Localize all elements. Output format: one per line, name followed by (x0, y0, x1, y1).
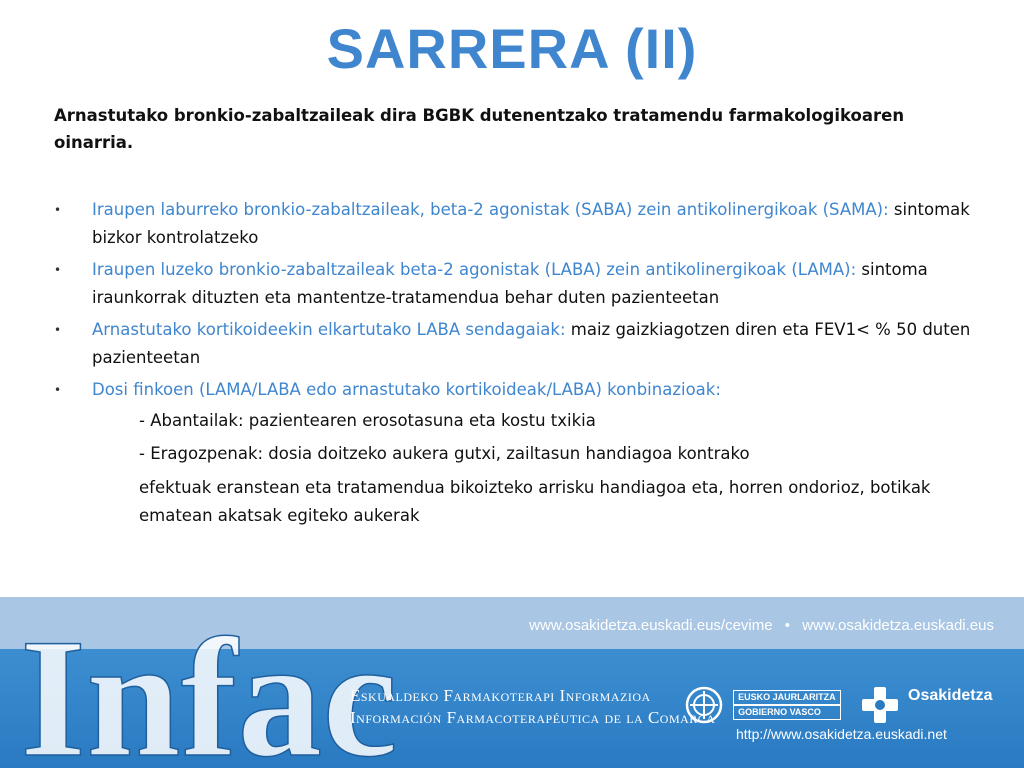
bullet-term: Dosi finkoen (LAMA/LABA edo arnastutako kortikoideak/LABA) konbinazioak: (92, 380, 721, 399)
slide-title: SARRERA (II) (326, 17, 698, 80)
footer-urls (529, 617, 994, 634)
bullet-item (54, 376, 984, 404)
gv-name-basque: EUSKO JAURLARITZA (733, 690, 841, 705)
bullet-term: Iraupen luzeko bronkio-zabaltzaileak beta-2 agonistak (LABA) zein antikolinergikoak (LAMA): (92, 260, 857, 279)
gobierno-vasco-logo (684, 685, 841, 725)
footer-banner (0, 597, 1024, 768)
bullet-item (54, 256, 984, 312)
gv-name-spanish: GOBIERNO VASCO (733, 705, 841, 720)
bullet-dot: • (54, 203, 62, 217)
org-name-spanish: Información Farmacoterapéutica de la Comarca (350, 708, 716, 727)
osakidetza-url[interactable]: www.osakidetza.euskadi.eus (802, 617, 994, 634)
bullet-item (54, 316, 984, 372)
advantages-line: - Abantailak: pazientearen erosotasuna eta kostu txikia (139, 411, 596, 430)
bullet-desc: sintomak bizkor kontrolatzeko (92, 200, 970, 247)
bullet-term: Iraupen laburreko bronkio-zabaltzaileak, beta-2 agonistak (SABA) zein antikolinergikoak (SAMA): (92, 200, 889, 219)
footer-link[interactable]: http://www.osakidetza.euskadi.net (736, 726, 947, 742)
disadvantages-line: - Eragozpenak: dosia doitzeko aukera gutxi, zailtasun handiagoa kontrako (139, 444, 750, 463)
bullet-term: Arnastutako kortikoideekin elkartutako LABA sendagaiak: (92, 320, 566, 339)
basque-government-seal-icon (684, 685, 724, 725)
org-name-basque: Eskualdeko Farmakoterapi Informazioa (350, 686, 651, 705)
url-separator: • (784, 617, 791, 634)
cevime-url[interactable]: www.osakidetza.euskadi.eus/cevime (529, 617, 773, 634)
osakidetza-name: Osakidetza (908, 687, 993, 704)
bullet-desc: maiz gaizkiagotzen diren eta FEV1< % 50 duten pazienteetan (92, 320, 971, 367)
osakidetza-cross-icon (860, 685, 900, 725)
organization-name (350, 685, 715, 729)
bullet-dot: • (54, 323, 62, 337)
intro-text: Arnastutako bronkio-zabaltzaileak dira BGBK dutenentzako tratamendu farmakologikoaren oinarria. (54, 106, 905, 152)
bullet-desc: sintoma iraunkorrak dituzten eta mantentze-tratamendua behar duten pazienteetan (92, 260, 928, 307)
bullet-dot: • (54, 383, 62, 397)
disadvantages-continuation: efektuak eranstean eta tratamendua bikoizteko arrisku handiagoa eta, horren ondorioz, botikak ematean akatsak egiteko aukerak (139, 478, 931, 525)
infac-logo (16, 604, 398, 768)
infac-logo-text: Infac (20, 604, 398, 768)
bullet-item (54, 196, 984, 252)
osakidetza-logo (860, 685, 993, 729)
bullet-list (54, 196, 984, 408)
bullet-dot: • (54, 263, 62, 277)
